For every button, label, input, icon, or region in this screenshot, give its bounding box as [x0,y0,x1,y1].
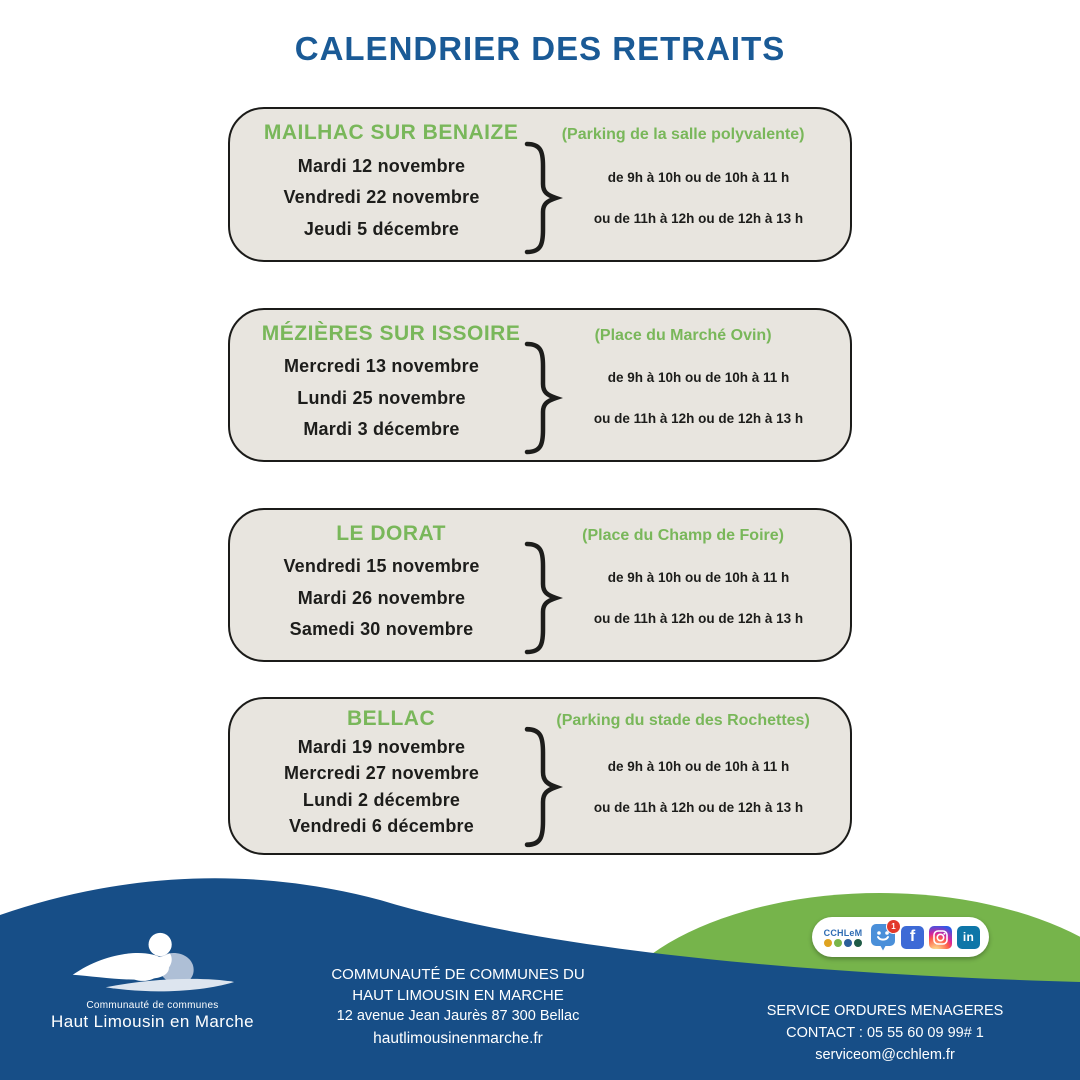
date-item: Vendredi 6 décembre [289,816,474,837]
cchlem-dots [824,939,862,947]
card-le-dorat [228,508,852,662]
date-list [248,731,515,843]
service-contact [735,1000,1035,1066]
card-body [248,346,832,450]
date-item: Jeudi 5 décembre [303,218,460,239]
time-slot: ou de 11h à 12h ou de 12h à 13 h [593,210,804,226]
time-slot: de 9h à 10h ou de 10h à 11 h [607,759,790,774]
dot-yellow [824,939,832,947]
town-name: MÉZIÈRES SUR ISSOIRE [261,322,521,345]
card-mailhac-sur-benaize [228,107,852,262]
date-list [248,346,515,450]
dot-blue [844,939,852,947]
date-item: Lundi 25 novembre [297,387,466,408]
org-line: COMMUNAUTÉ DE COMMUNES DU [331,966,585,983]
notification-badge: 1 [886,919,901,934]
card-body [248,546,832,650]
date-item: Mercredi 27 novembre [283,763,480,784]
curly-brace-icon [515,346,565,450]
pickup-location: (Parking du stade des Rochettes) [556,712,810,729]
town-name: MAILHAC SUR BENAIZE [263,121,519,144]
curly-brace-icon [515,546,565,650]
org-line: HAUT LIMOUSIN EN MARCHE [352,987,564,1004]
date-list [248,546,515,650]
time-slots [565,546,832,650]
card-bellac [228,697,852,855]
time-slot: ou de 11h à 12h ou de 12h à 13 h [593,411,804,426]
date-list [248,145,515,250]
service-email: serviceom@cchlem.fr [815,1047,955,1063]
time-slot: ou de 11h à 12h ou de 12h à 13 h [593,800,804,815]
time-slots [565,346,832,450]
town-name: BELLAC [346,707,436,730]
social-badge-pill [812,917,989,957]
page-title: CALENDRIER DES RETRAITS [294,30,786,67]
service-phone: CONTACT : 05 55 60 09 99# 1 [786,1025,984,1041]
date-item: Mercredi 13 novembre [283,356,480,377]
town-name: LE DORAT [336,522,446,545]
cchlem-logo-icon [63,932,243,998]
time-slot: de 9h à 10h ou de 10h à 11 h [607,370,790,385]
card-body [248,731,832,843]
date-item: Vendredi 22 novembre [283,187,480,207]
date-item: Mardi 3 décembre [303,418,460,439]
dot-teal [854,939,862,947]
facebook-icon: f [901,926,924,949]
curly-brace-icon [515,731,565,843]
time-slot: ou de 11h à 12h ou de 12h à 13 h [593,611,804,626]
date-item: Vendredi 15 novembre [283,556,480,577]
chat-app-icon [870,923,896,951]
pickup-location: (Parking de la salle polyvalente) [561,126,805,143]
footer [0,860,1080,1080]
dot-green [834,939,842,947]
pickup-location: (Place du Marché Ovin) [594,327,772,344]
logo-title: Haut Limousin en Marche [51,1012,254,1031]
date-item: Mardi 12 novembre [297,155,466,176]
time-slot: de 9h à 10h ou de 10h à 11 h [607,570,790,585]
logo-subtitle: Communauté de communes [86,1000,219,1011]
cchlem-label: CCHLeM [823,927,863,938]
org-street: 12 avenue Jean Jaurès 87 300 Bellac [336,1008,580,1024]
card-body [248,145,832,250]
time-slot: de 9h à 10h ou de 10h à 11 h [607,169,790,185]
card-mezieres-sur-issoire [228,308,852,462]
date-item: Mardi 19 novembre [297,736,466,757]
instagram-icon [929,926,952,949]
pickup-location: (Place du Champ de Foire) [582,527,784,544]
cchlem-mini-logo [821,928,865,947]
curly-brace-icon [515,145,565,250]
organization-address [318,964,598,1050]
org-website: hautlimousinenmarche.fr [373,1030,543,1047]
date-item: Samedi 30 novembre [289,618,474,639]
time-slots [565,145,832,250]
service-line: SERVICE ORDURES MENAGERES [766,1003,1004,1019]
date-item: Lundi 2 décembre [302,789,461,810]
time-slots [565,731,832,843]
linkedin-icon: in [957,926,980,949]
cchlem-logo [35,932,270,1032]
date-item: Mardi 26 novembre [297,587,466,608]
